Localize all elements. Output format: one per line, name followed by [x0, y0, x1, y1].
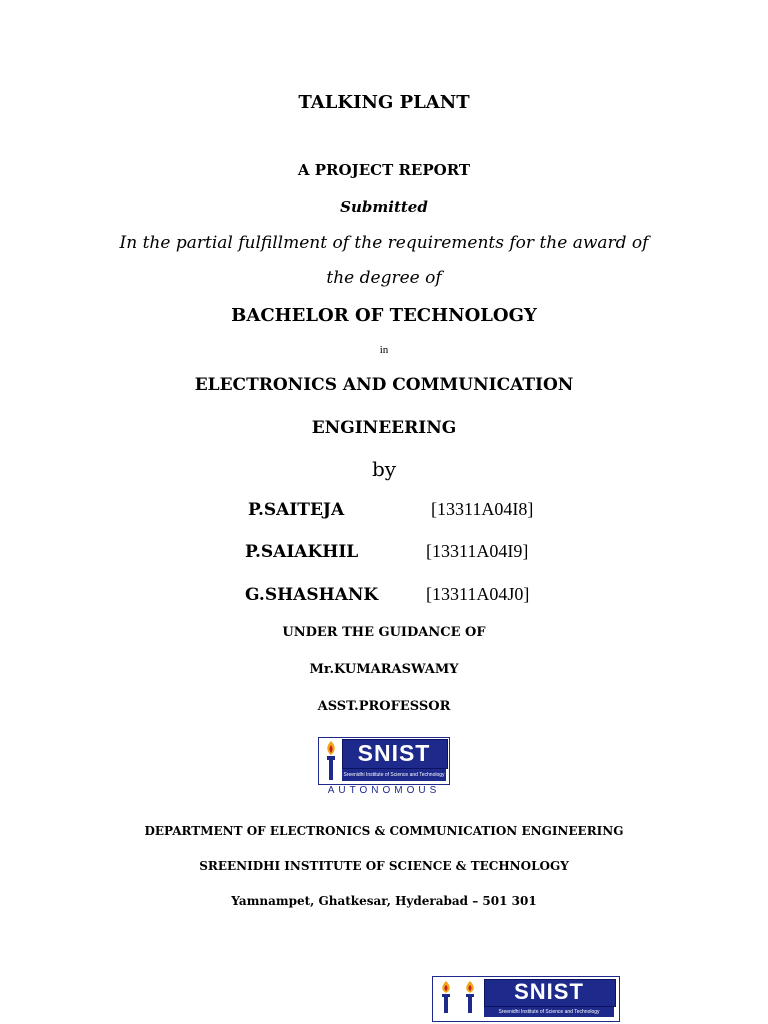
- by-label: by: [371, 457, 397, 481]
- student-name: P.SAIAKHIL: [245, 542, 359, 562]
- submitted-label: Submitted: [340, 198, 428, 216]
- logo-caption: Sreenidhi Institute of Science and Technology: [342, 769, 446, 781]
- logo-autonomous: AUTONOMOUS: [327, 785, 441, 796]
- department-name: DEPARTMENT OF ELECTRONICS & COMMUNICATION ENGINEERING: [144, 824, 624, 838]
- student-roll: [13311A04I9]: [426, 541, 529, 561]
- report-type: A PROJECT REPORT: [297, 161, 471, 179]
- guide-title: ASST.PROFESSOR: [317, 699, 451, 714]
- torch-icon: [320, 738, 342, 782]
- institute-address: Yamnampet, Ghatkesar, Hyderabad – 501 301: [231, 894, 537, 908]
- student-name: G.SHASHANK: [245, 585, 379, 605]
- branch-line-1: ELECTRONICS AND COMMUNICATION: [194, 375, 574, 395]
- guide-name: Mr.KUMARASWAMY: [309, 662, 459, 677]
- torch-icon: [460, 979, 480, 1013]
- logo-brand-text: SNIST: [357, 740, 431, 766]
- in-label: in: [379, 344, 389, 356]
- snist-logo: [318, 737, 450, 799]
- torch-icon: [436, 979, 456, 1013]
- student-name: P.SAITEJA: [248, 500, 345, 520]
- footer-logo-caption: Sreenidhi Institute of Science and Technology: [484, 1007, 614, 1017]
- student-roll: [13311A04I8]: [431, 499, 534, 519]
- fulfillment-line-1: In the partial fulfillment of the requirements for the award of: [119, 233, 649, 253]
- footer-logo-brand-text: SNIST: [514, 979, 584, 1004]
- branch-line-2: ENGINEERING: [311, 418, 457, 438]
- report-title: TALKING PLANT: [298, 92, 470, 113]
- student-roll: [13311A04J0]: [426, 584, 530, 604]
- footer-snist-logo: [432, 976, 618, 1022]
- fulfillment-line-2: the degree of: [326, 268, 442, 288]
- degree-name: BACHELOR OF TECHNOLOGY: [231, 305, 537, 326]
- institute-name: SREENIDHI INSTITUTE OF SCIENCE & TECHNOLOGY: [199, 859, 569, 873]
- guidance-label: UNDER THE GUIDANCE OF: [282, 625, 486, 640]
